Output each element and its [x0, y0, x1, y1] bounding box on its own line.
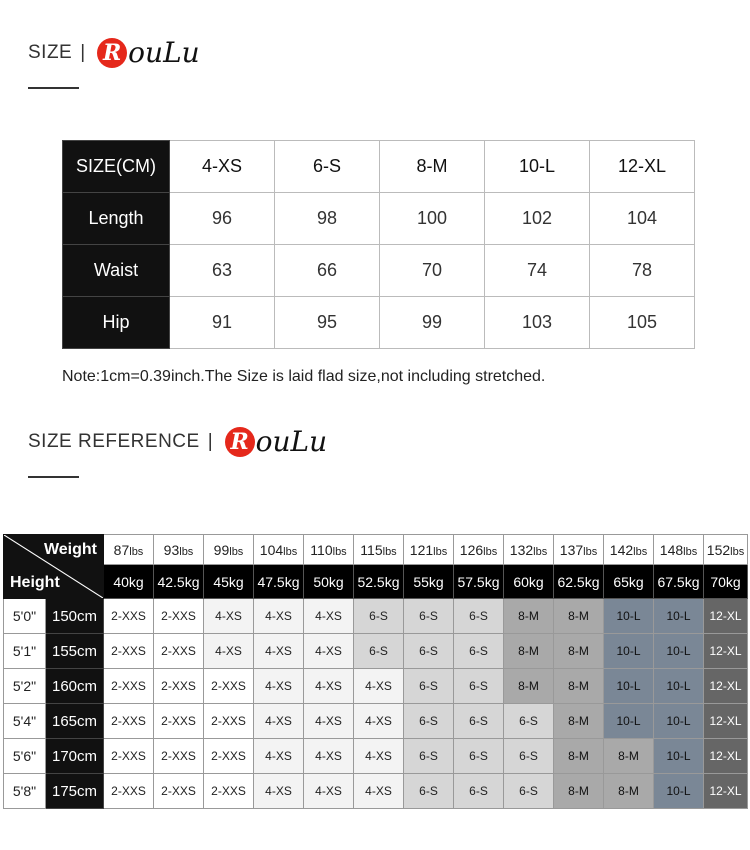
size-recommendation-cell: 4-XS [254, 634, 304, 669]
size-recommendation-cell: 10-L [654, 634, 704, 669]
size-recommendation-cell: 8-M [604, 774, 654, 809]
weight-lbs-cell [354, 535, 404, 565]
measurement-value: 103 [485, 297, 590, 349]
size-recommendation-cell: 2-XXS [204, 704, 254, 739]
height-cm-label: 175cm [46, 774, 104, 809]
size-recommendation-cell: 10-L [604, 634, 654, 669]
size-recommendation-cell: 2-XXS [204, 669, 254, 704]
size-recommendation-cell: 6-S [454, 704, 504, 739]
weight-kg-row [4, 565, 748, 599]
height-row [4, 669, 748, 704]
height-row [4, 599, 748, 634]
size-recommendation-cell: 10-L [604, 704, 654, 739]
weight-unit: lbs [229, 545, 244, 558]
size-recommendation-cell: 8-M [554, 704, 604, 739]
size-recommendation-cell: 6-S [504, 774, 554, 809]
measurement-value: 74 [485, 245, 590, 297]
weight-number: 142 [609, 541, 634, 558]
size-recommendation-cell: 6-S [454, 634, 504, 669]
size-table [62, 140, 695, 349]
height-feet-label: 5'4" [4, 704, 46, 739]
size-recommendation-cell: 2-XXS [154, 599, 204, 634]
weight-kg-cell: 40kg [104, 565, 154, 599]
heading-underline [28, 87, 79, 89]
size-recommendation-cell: 2-XXS [204, 739, 254, 774]
size-table-header-row [63, 141, 695, 193]
size-recommendation-cell: 6-S [404, 704, 454, 739]
reference-heading-label: SIZE REFERENCE [28, 430, 200, 452]
size-recommendation-cell: 4-XS [254, 739, 304, 774]
weight-lbs-cell [104, 535, 154, 565]
weight-unit: lbs [332, 545, 347, 558]
weight-unit: lbs [633, 545, 648, 558]
weight-number: 152 [706, 541, 731, 558]
size-recommendation-cell: 12-XL [704, 774, 748, 809]
brand-logo [97, 36, 200, 69]
size-recommendation-cell: 4-XS [304, 669, 354, 704]
weight-unit: lbs [583, 545, 598, 558]
size-column-header: 8-M [380, 141, 485, 193]
logo-initial: R [225, 427, 255, 457]
weight-kg-cell: 55kg [404, 565, 454, 599]
size-recommendation-cell: 6-S [504, 704, 554, 739]
size-recommendation-cell: 2-XXS [104, 634, 154, 669]
size-recommendation-cell: 2-XXS [154, 669, 204, 704]
weight-lbs-cell [404, 535, 454, 565]
size-recommendation-cell: 6-S [454, 599, 504, 634]
heading-separator: | [207, 430, 213, 452]
size-recommendation-cell: 6-S [404, 739, 454, 774]
height-feet-label: 5'1" [4, 634, 46, 669]
weight-number: 132 [509, 541, 534, 558]
height-feet-label: 5'0" [4, 599, 46, 634]
size-reference-table [3, 534, 748, 809]
size-recommendation-cell: 10-L [654, 599, 704, 634]
size-recommendation-cell: 8-M [504, 634, 554, 669]
size-recommendation-cell: 2-XXS [104, 669, 154, 704]
weight-lbs-cell [504, 535, 554, 565]
size-recommendation-cell: 10-L [604, 599, 654, 634]
size-recommendation-cell: 12-XL [704, 739, 748, 774]
height-cm-label: 150cm [46, 599, 104, 634]
measurement-value: 95 [275, 297, 380, 349]
size-recommendation-cell: 10-L [654, 704, 704, 739]
size-recommendation-cell: 8-M [554, 739, 604, 774]
size-recommendation-cell: 2-XXS [104, 599, 154, 634]
size-recommendation-cell: 6-S [404, 599, 454, 634]
weight-number: 87 [113, 541, 130, 558]
measurement-label: Length [63, 193, 170, 245]
size-column-header: 6-S [275, 141, 380, 193]
weight-kg-cell: 47.5kg [254, 565, 304, 599]
weight-kg-cell: 45kg [204, 565, 254, 599]
size-recommendation-cell: 2-XXS [154, 704, 204, 739]
measurement-value: 91 [170, 297, 275, 349]
size-recommendation-cell: 4-XS [354, 704, 404, 739]
measurement-value: 104 [590, 193, 695, 245]
size-recommendation-cell: 4-XS [254, 669, 304, 704]
size-table-row [63, 193, 695, 245]
size-recommendation-cell: 6-S [404, 774, 454, 809]
weight-lbs-row [4, 535, 748, 565]
measurement-value: 70 [380, 245, 485, 297]
size-recommendation-cell: 12-XL [704, 599, 748, 634]
size-recommendation-cell: 6-S [504, 739, 554, 774]
height-label: Height [10, 574, 60, 591]
size-recommendation-cell: 4-XS [204, 599, 254, 634]
measurement-value: 78 [590, 245, 695, 297]
size-heading-label: SIZE [28, 41, 73, 63]
size-recommendation-cell: 8-M [554, 599, 604, 634]
weight-lbs-cell [154, 535, 204, 565]
weight-unit: lbs [433, 545, 448, 558]
size-recommendation-cell: 8-M [554, 774, 604, 809]
size-recommendation-cell: 4-XS [204, 634, 254, 669]
weight-number: 126 [459, 541, 484, 558]
weight-height-corner [4, 535, 104, 599]
size-recommendation-cell: 4-XS [304, 599, 354, 634]
weight-lbs-cell [704, 535, 748, 565]
size-recommendation-cell: 2-XXS [154, 739, 204, 774]
size-recommendation-cell: 4-XS [354, 739, 404, 774]
size-recommendation-cell: 6-S [404, 634, 454, 669]
weight-kg-cell: 60kg [504, 565, 554, 599]
weight-lbs-cell [554, 535, 604, 565]
height-cm-label: 160cm [46, 669, 104, 704]
size-column-header: 12-XL [590, 141, 695, 193]
weight-number: 93 [163, 541, 180, 558]
weight-number: 104 [259, 541, 284, 558]
size-recommendation-cell: 6-S [454, 774, 504, 809]
size-recommendation-cell: 2-XXS [104, 704, 154, 739]
weight-kg-cell: 42.5kg [154, 565, 204, 599]
measurement-value: 100 [380, 193, 485, 245]
heading-underline [28, 476, 79, 478]
size-recommendation-cell: 4-XS [354, 774, 404, 809]
size-recommendation-cell: 2-XXS [104, 774, 154, 809]
weight-unit: lbs [730, 545, 745, 558]
size-recommendation-cell: 4-XS [304, 634, 354, 669]
weight-lbs-cell [454, 535, 504, 565]
weight-lbs-cell [204, 535, 254, 565]
size-recommendation-cell: 2-XXS [204, 774, 254, 809]
size-recommendation-cell: 8-M [504, 599, 554, 634]
size-recommendation-cell: 10-L [654, 669, 704, 704]
weight-number: 115 [360, 541, 383, 558]
size-recommendation-cell: 4-XS [354, 669, 404, 704]
reference-heading [28, 425, 327, 458]
measurement-value: 63 [170, 245, 275, 297]
size-recommendation-cell: 10-L [654, 739, 704, 774]
logo-initial: R [97, 38, 127, 68]
height-cm-label: 165cm [46, 704, 104, 739]
height-feet-label: 5'2" [4, 669, 46, 704]
measurement-value: 99 [380, 297, 485, 349]
size-recommendation-cell: 8-M [604, 739, 654, 774]
size-recommendation-cell: 6-S [454, 669, 504, 704]
size-recommendation-cell: 12-XL [704, 704, 748, 739]
size-heading [28, 36, 200, 69]
size-column-header: 10-L [485, 141, 590, 193]
size-column-header: 4-XS [170, 141, 275, 193]
brand-logo [225, 425, 328, 458]
measurement-label: Hip [63, 297, 170, 349]
weight-number: 148 [659, 541, 684, 558]
size-recommendation-cell: 12-XL [704, 669, 748, 704]
weight-lbs-cell [254, 535, 304, 565]
measurement-value: 66 [275, 245, 380, 297]
size-recommendation-cell: 4-XS [254, 704, 304, 739]
size-recommendation-cell: 8-M [554, 634, 604, 669]
weight-kg-cell: 65kg [604, 565, 654, 599]
size-recommendation-cell: 12-XL [704, 634, 748, 669]
size-recommendation-cell: 8-M [504, 669, 554, 704]
height-row [4, 774, 748, 809]
size-recommendation-cell: 6-S [354, 634, 404, 669]
weight-lbs-cell [604, 535, 654, 565]
logo-text: ouLu [128, 36, 200, 69]
size-table-row [63, 245, 695, 297]
size-recommendation-cell: 6-S [404, 669, 454, 704]
heading-separator: | [80, 41, 86, 63]
weight-number: 137 [559, 541, 584, 558]
measurement-value: 96 [170, 193, 275, 245]
weight-kg-cell: 67.5kg [654, 565, 704, 599]
size-table-corner: SIZE(CM) [63, 141, 170, 193]
size-recommendation-cell: 2-XXS [154, 634, 204, 669]
weight-label: Weight [43, 541, 97, 558]
size-recommendation-cell: 2-XXS [154, 774, 204, 809]
height-row [4, 739, 748, 774]
height-feet-label: 5'8" [4, 774, 46, 809]
measurement-label: Waist [63, 245, 170, 297]
weight-lbs-cell [304, 535, 354, 565]
weight-lbs-cell [654, 535, 704, 565]
height-feet-label: 5'6" [4, 739, 46, 774]
size-recommendation-cell: 10-L [604, 669, 654, 704]
weight-number: 121 [409, 541, 434, 558]
weight-unit: lbs [683, 545, 698, 558]
size-recommendation-cell: 10-L [654, 774, 704, 809]
height-row [4, 634, 748, 669]
size-recommendation-cell: 2-XXS [104, 739, 154, 774]
height-cm-label: 155cm [46, 634, 104, 669]
size-recommendation-cell: 6-S [454, 739, 504, 774]
logo-text: ouLu [255, 425, 328, 458]
size-recommendation-cell: 4-XS [254, 599, 304, 634]
weight-unit: lbs [382, 545, 397, 558]
measurement-value: 102 [485, 193, 590, 245]
size-recommendation-cell: 6-S [354, 599, 404, 634]
weight-number: 99 [213, 541, 230, 558]
weight-unit: lbs [179, 545, 194, 558]
height-row [4, 704, 748, 739]
size-recommendation-cell: 4-XS [304, 739, 354, 774]
weight-unit: lbs [129, 545, 144, 558]
measurement-value: 98 [275, 193, 380, 245]
size-note: Note:1cm=0.39inch.The Size is laid flad size,not including stretched. [62, 368, 546, 385]
weight-kg-cell: 52.5kg [354, 565, 404, 599]
weight-kg-cell: 57.5kg [454, 565, 504, 599]
size-recommendation-cell: 4-XS [254, 774, 304, 809]
weight-number: 110 [310, 541, 333, 558]
measurement-value: 105 [590, 297, 695, 349]
weight-unit: lbs [483, 545, 498, 558]
weight-kg-cell: 62.5kg [554, 565, 604, 599]
weight-kg-cell: 50kg [304, 565, 354, 599]
weight-unit: lbs [533, 545, 548, 558]
size-recommendation-cell: 8-M [554, 669, 604, 704]
height-cm-label: 170cm [46, 739, 104, 774]
weight-kg-cell: 70kg [704, 565, 748, 599]
size-recommendation-cell: 4-XS [304, 774, 354, 809]
size-table-row [63, 297, 695, 349]
size-recommendation-cell: 4-XS [304, 704, 354, 739]
weight-unit: lbs [283, 545, 298, 558]
